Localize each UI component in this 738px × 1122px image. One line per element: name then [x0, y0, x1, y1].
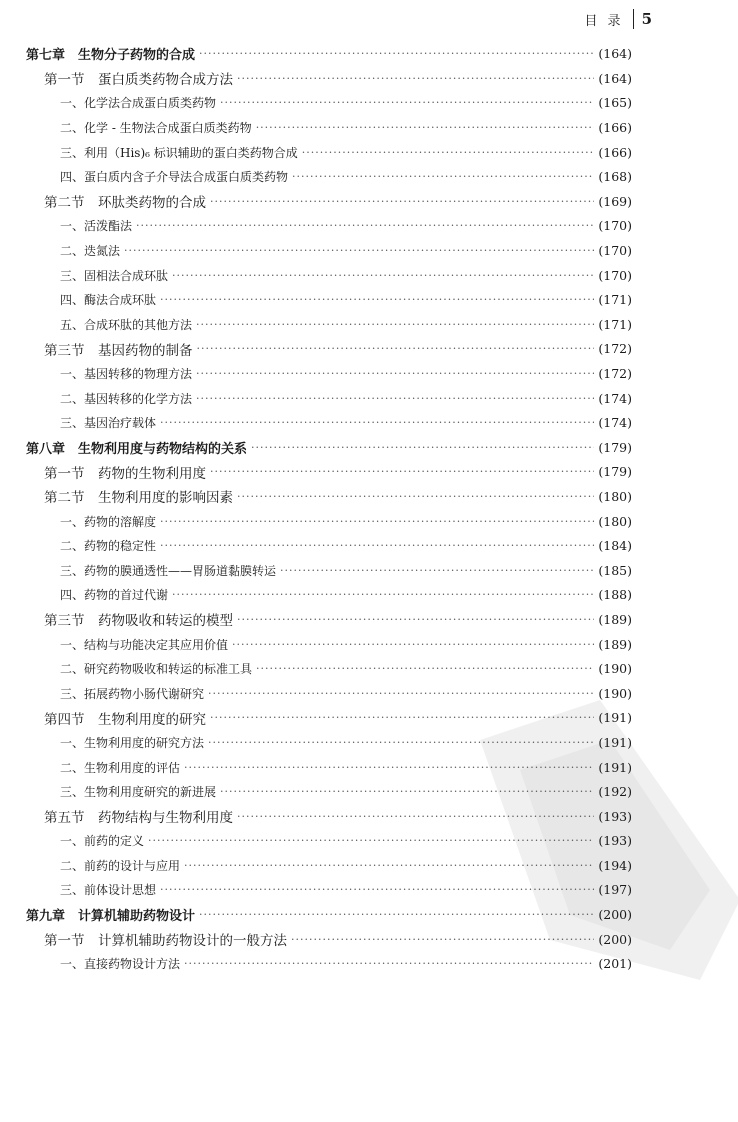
dot-leader: [199, 47, 594, 60]
dot-leader: [256, 662, 594, 675]
toc-entry-chapter: [26, 435, 632, 460]
toc-entry-title: 第一节 蛋白质类药物合成方法: [44, 72, 233, 89]
dot-leader: [184, 957, 594, 970]
toc-entry-sub: [26, 853, 632, 878]
toc-entry-sub: [26, 829, 632, 854]
toc-entry-sub: [26, 681, 632, 706]
toc-entry-sub: [26, 214, 632, 239]
toc-entry-page: (168): [598, 169, 632, 185]
dot-leader: [302, 146, 595, 159]
dot-leader: [237, 810, 594, 823]
toc-entry-title: 一、基因转移的物理方法: [60, 367, 193, 382]
toc-entry-title: 第五节 药物结构与生物利用度: [44, 810, 233, 827]
toc-entry-title: 二、前药的设计与应用: [60, 858, 181, 873]
dot-leader: [196, 367, 594, 380]
toc-entry-title: 二、研究药物吸收和转运的标准工具: [60, 662, 253, 677]
toc-entry-page: (179): [598, 439, 632, 455]
toc-entry-page: (179): [598, 464, 632, 480]
toc-entry-title: 第二节 环肽类药物的合成: [44, 195, 206, 212]
dot-leader: [172, 269, 594, 282]
toc-entry-sub: [26, 287, 632, 312]
dot-leader: [197, 342, 595, 355]
toc-entry-sub: [26, 730, 632, 755]
toc-entry-page: (164): [598, 46, 632, 62]
toc-entry-sub: [26, 558, 632, 583]
dot-leader: [208, 736, 594, 749]
toc-entry-section: [26, 189, 632, 214]
toc-entry-page: (171): [598, 292, 632, 308]
toc-entry-title: 二、生物利用度的评估: [60, 760, 181, 775]
toc-entry-title: 二、药物的稳定性: [60, 539, 157, 554]
toc-entry-title: 三、基因治疗载体: [60, 416, 157, 431]
dot-leader: [160, 883, 594, 896]
toc-entry-title: 第一节 计算机辅助药物设计的一般方法: [44, 933, 287, 950]
toc-entry-title: 一、结构与功能决定其应用价值: [60, 637, 229, 652]
toc-entry-title: 第一节 药物的生物利用度: [44, 465, 206, 482]
toc-entry-title: 一、化学法合成蛋白质类药物: [60, 96, 217, 111]
toc-entry-section: [26, 607, 632, 632]
toc-entry-page: (166): [598, 144, 632, 160]
dot-leader: [124, 244, 594, 257]
toc-entry-title: 四、酶法合成环肽: [60, 293, 157, 308]
header-label: 目录: [584, 13, 631, 29]
toc-entry-page: (184): [598, 538, 632, 554]
toc-entry-chapter: [26, 902, 632, 927]
toc-entry-title: 二、基因转移的化学方法: [60, 391, 193, 406]
toc-entry-page: (170): [598, 218, 632, 234]
toc-entry-sub: [26, 755, 632, 780]
dot-leader: [237, 72, 594, 85]
toc-entry-sub: [26, 312, 632, 337]
toc-entry-sub: [26, 632, 632, 657]
dot-leader: [196, 318, 594, 331]
toc-entry-sub: [26, 115, 632, 140]
toc-entry-sub: [26, 410, 632, 435]
toc-entry-page: (190): [598, 685, 632, 701]
dot-leader: [280, 564, 594, 577]
table-of-contents: [26, 42, 632, 977]
toc-entry-title: 三、药物的膜通透性——胃肠道黏膜转运: [60, 563, 277, 578]
toc-entry-title: 二、迭氮法: [60, 244, 121, 259]
toc-entry-page: (191): [598, 759, 632, 775]
dot-leader: [148, 834, 594, 847]
toc-entry-sub: [26, 509, 632, 534]
toc-entry-section: [26, 484, 632, 509]
toc-entry-sub: [26, 878, 632, 903]
toc-entry-page: (200): [598, 907, 632, 923]
dot-leader: [160, 416, 594, 429]
toc-entry-page: (174): [598, 390, 632, 406]
toc-entry-chapter: [26, 42, 632, 67]
toc-entry-title: 一、活泼酯法: [60, 219, 133, 234]
toc-entry-title: 第二节 生物利用度的影响因素: [44, 490, 233, 507]
toc-entry-page: (193): [598, 808, 632, 824]
toc-entry-page: (172): [598, 341, 632, 357]
toc-entry-sub: [26, 583, 632, 608]
toc-entry-page: (169): [598, 193, 632, 209]
page-header: [585, 8, 652, 30]
toc-entry-page: (166): [598, 120, 632, 136]
toc-entry-sub: [26, 386, 632, 411]
toc-entry-title: 三、生物利用度研究的新进展: [60, 785, 217, 800]
dot-leader: [256, 121, 595, 134]
toc-entry-sub: [26, 91, 632, 116]
dot-leader: [160, 515, 594, 528]
toc-entry-sub: [26, 533, 632, 558]
dot-leader: [237, 613, 594, 626]
toc-entry-title: 第八章 生物利用度与药物结构的关系: [26, 441, 248, 457]
toc-entry-section: [26, 804, 632, 829]
dot-leader: [172, 588, 594, 601]
toc-entry-title: 一、前药的定义: [60, 834, 145, 849]
toc-entry-sub: [26, 361, 632, 386]
dot-leader: [184, 859, 594, 872]
dot-leader: [210, 711, 594, 724]
toc-entry-title: 三、前体设计思想: [60, 883, 157, 898]
toc-entry-title: 二、化学 - 生物法合成蛋白质类药物: [60, 121, 252, 136]
toc-entry-sub: [26, 140, 632, 165]
toc-entry-section: [26, 460, 632, 485]
toc-entry-section: [26, 66, 632, 91]
toc-entry-page: (201): [598, 956, 632, 972]
toc-entry-title: 五、合成环肽的其他方法: [60, 317, 193, 332]
toc-entry-title: 第三节 药物吸收和转运的模型: [44, 613, 233, 630]
toc-entry-page: (170): [598, 243, 632, 259]
dot-leader: [237, 490, 594, 503]
dot-leader: [136, 219, 594, 232]
dot-leader: [210, 195, 594, 208]
toc-entry-page: (172): [598, 366, 632, 382]
toc-entry-sub: [26, 656, 632, 681]
toc-entry-page: (191): [598, 734, 632, 750]
toc-entry-page: (185): [598, 562, 632, 578]
toc-entry-page: (180): [598, 513, 632, 529]
toc-entry-page: (193): [598, 833, 632, 849]
toc-entry-page: (197): [598, 882, 632, 898]
toc-entry-sub: [26, 263, 632, 288]
dot-leader: [292, 170, 594, 183]
dot-leader: [251, 441, 594, 454]
toc-entry-title: 三、拓展药物小肠代谢研究: [60, 686, 205, 701]
toc-entry-page: (189): [598, 611, 632, 627]
dot-leader: [210, 465, 594, 478]
toc-entry-sub: [26, 779, 632, 804]
toc-entry-page: (188): [598, 587, 632, 603]
dot-leader: [196, 392, 594, 405]
dot-leader: [220, 785, 594, 798]
dot-leader: [160, 293, 594, 306]
dot-leader: [220, 96, 594, 109]
toc-entry-page: (191): [598, 710, 632, 726]
toc-entry-page: (174): [598, 415, 632, 431]
toc-entry-title: 一、药物的溶解度: [60, 514, 157, 529]
toc-entry-page: (164): [598, 70, 632, 86]
toc-entry-page: (170): [598, 267, 632, 283]
dot-leader: [199, 908, 594, 921]
toc-entry-title: 三、固相法合成环肽: [60, 268, 169, 283]
toc-entry-title: 四、药物的首过代谢: [60, 588, 169, 603]
dot-leader: [232, 638, 594, 651]
toc-entry-section: [26, 706, 632, 731]
toc-entry-title: 一、直接药物设计方法: [60, 957, 181, 972]
page-number: 5: [641, 10, 652, 28]
toc-entry-title: 第七章 生物分子药物的合成: [26, 48, 196, 64]
toc-entry-page: (171): [598, 316, 632, 332]
dot-leader: [184, 761, 594, 774]
header-divider: [633, 9, 634, 29]
toc-entry-title: 第三节 基因药物的制备: [44, 342, 193, 359]
dot-leader: [291, 933, 594, 946]
toc-entry-title: 第九章 计算机辅助药物设计: [26, 909, 196, 925]
toc-entry-sub: [26, 951, 632, 976]
toc-entry-title: 四、蛋白质内含子介导法合成蛋白质类药物: [60, 170, 289, 185]
toc-entry-title: 三、利用（His)₆ 标识辅助的蛋白类药物合成: [60, 145, 298, 160]
dot-leader: [208, 687, 594, 700]
toc-entry-page: (194): [598, 857, 632, 873]
toc-entry-sub: [26, 164, 632, 189]
toc-entry-page: (200): [598, 931, 632, 947]
toc-entry-section: [26, 337, 632, 362]
toc-entry-page: (180): [598, 488, 632, 504]
toc-entry-page: (190): [598, 661, 632, 677]
toc-entry-title: 第四节 生物利用度的研究: [44, 711, 206, 728]
toc-entry-page: (165): [598, 95, 632, 111]
dot-leader: [160, 539, 594, 552]
toc-entry-page: (192): [598, 784, 632, 800]
toc-entry-page: (189): [598, 636, 632, 652]
toc-entry-title: 一、生物利用度的研究方法: [60, 735, 205, 750]
toc-entry-sub: [26, 238, 632, 263]
toc-entry-section: [26, 927, 632, 952]
